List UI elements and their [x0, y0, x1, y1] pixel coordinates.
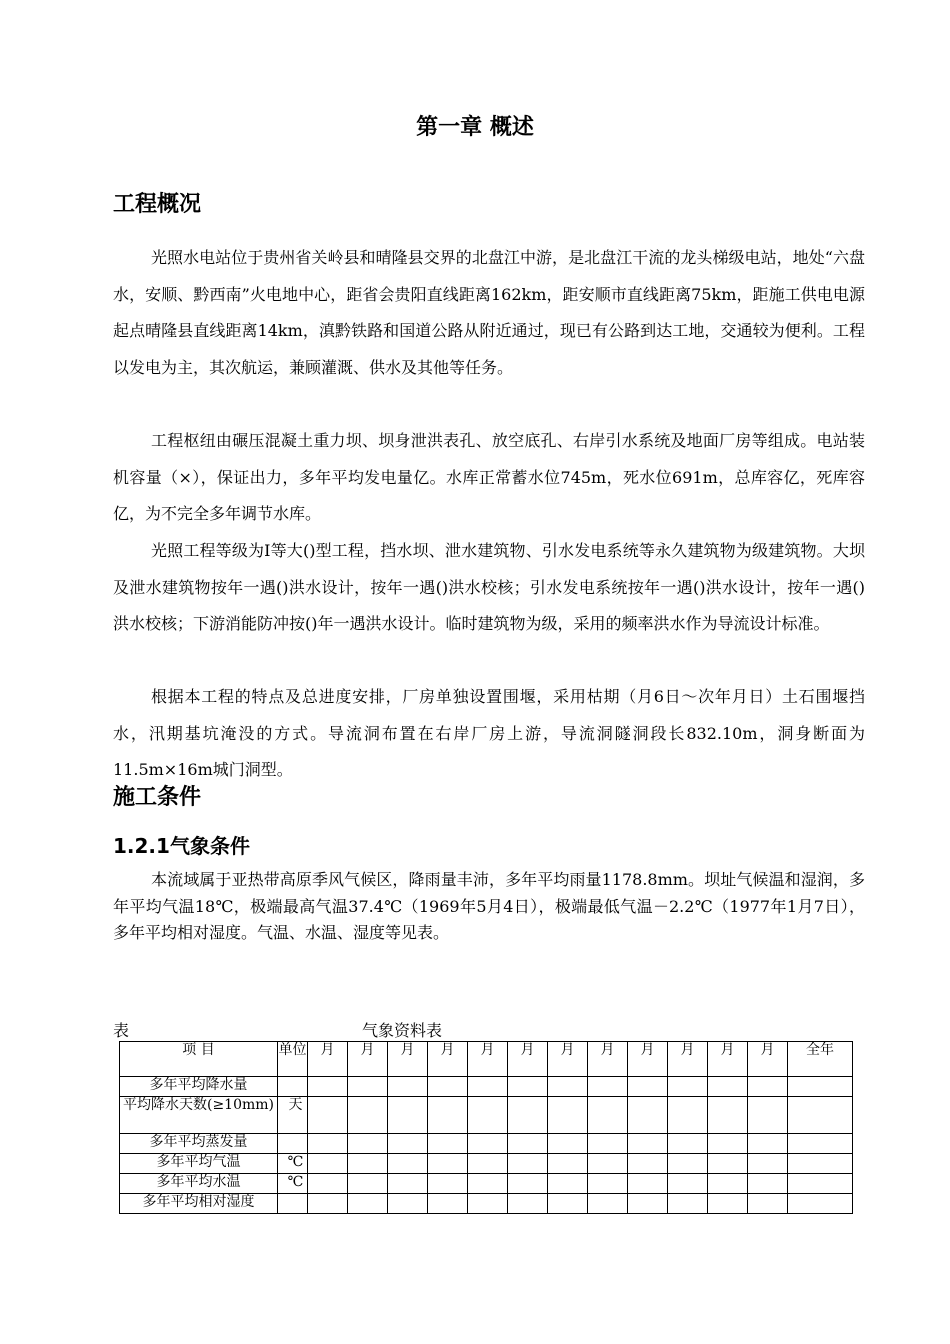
- row-unit: ℃: [278, 1174, 308, 1194]
- table-caption-label: 表: [113, 1021, 130, 1040]
- header-month: 月: [508, 1042, 548, 1077]
- header-month: 月: [468, 1042, 508, 1077]
- table-row: [120, 1154, 853, 1174]
- chapter-title: 第一章 概述: [416, 115, 534, 140]
- header-unit: 单位: [278, 1042, 308, 1077]
- table-caption: 气象资料表: [362, 1021, 443, 1040]
- row-unit: 天: [278, 1097, 308, 1134]
- overview-paragraph-3: 光照工程等级为Ⅰ等大()型工程，挡水坝、泄水建筑物、引水发电系统等永久建筑物为级建筑物。大坝及泄水建筑物按年一遇()洪水设计，按年一遇()洪水校核；引水发电系统按年一遇()洪水设计，按年一遇()洪水校核；下游消能防冲按()年一遇洪水设计。临时建筑物为级，采用的频率洪水作为导流设计标准。: [113, 541, 865, 633]
- table-row: [120, 1097, 853, 1134]
- row-item: 多年平均相对湿度: [120, 1194, 278, 1214]
- weather-data-table: [119, 1041, 853, 1214]
- row-item: 平均降水天数(≥10mm): [120, 1097, 278, 1134]
- header-month: 月: [628, 1042, 668, 1077]
- row-unit: [278, 1134, 308, 1154]
- overview-paragraph-1: 光照水电站位于贵州省关岭县和晴隆县交界的北盘江中游，是北盘江干流的龙头梯级电站，地处“六盘水，安顺、黔西南”火电地中心，距省会贵阳直线距离162km，距安顺市直线距离75km，距施工供电电源起点晴隆县直线距离14km，滇黔铁路和国道公路从附近通过，现已有公路到达工地，交通较为便利。工程以发电为主，其次航运，兼顾灌溉、供水及其他等任务。: [113, 248, 865, 377]
- section-heading-construction: 施工条件: [113, 785, 202, 810]
- row-unit: [278, 1077, 308, 1097]
- subsection-heading-weather: 1.2.1气象条件: [113, 834, 250, 858]
- table-row: [120, 1194, 853, 1214]
- row-item: 多年平均蒸发量: [120, 1134, 278, 1154]
- row-unit: ℃: [278, 1154, 308, 1174]
- header-month: 月: [708, 1042, 748, 1077]
- section-heading-overview: 工程概况: [113, 192, 202, 217]
- header-month: 月: [348, 1042, 388, 1077]
- header-month: 月: [748, 1042, 788, 1077]
- row-unit: [278, 1194, 308, 1214]
- overview-paragraph-2: 工程枢纽由碾压混凝土重力坝、坝身泄洪表孔、放空底孔、右岸引水系统及地面厂房等组成。电站装机容量（×），保证出力，多年平均发电量亿。水库正常蓄水位745m，死水位691m，总库容亿，死库容亿，为不完全多年调节水库。: [113, 431, 865, 523]
- row-item: 多年平均水温: [120, 1174, 278, 1194]
- row-item: 多年平均降水量: [120, 1077, 278, 1097]
- header-month: 月: [548, 1042, 588, 1077]
- table-header-row: [120, 1042, 853, 1077]
- header-month: 月: [668, 1042, 708, 1077]
- table-row: [120, 1077, 853, 1097]
- table-row: [120, 1174, 853, 1194]
- header-year: 全年: [788, 1042, 853, 1077]
- header-month: 月: [308, 1042, 348, 1077]
- overview-paragraph-4: 根据本工程的特点及总进度安排，厂房单独设置围堰，采用枯期（月6日～次年月日）土石围堰挡水，汛期基坑淹没的方式。导流洞布置在右岸厂房上游，导流洞隧洞段长832.10m，洞身断面为11.5m×16m城门洞型。: [113, 687, 865, 779]
- weather-paragraph: 本流域属于亚热带高原季风气候区，降雨量丰沛，多年平均雨量1178.8mm。坝址气候温和湿润，多年平均气温18℃，极端最高气温37.4℃（1969年5月4日），极端最低气温－2.2℃（1977年1月7日），多年平均相对湿度。气温、水温、湿度等见表。: [113, 870, 865, 942]
- table-row: [120, 1134, 853, 1154]
- header-month: 月: [428, 1042, 468, 1077]
- header-item: 项 目: [120, 1042, 278, 1077]
- header-month: 月: [388, 1042, 428, 1077]
- header-month: 月: [588, 1042, 628, 1077]
- row-item: 多年平均气温: [120, 1154, 278, 1174]
